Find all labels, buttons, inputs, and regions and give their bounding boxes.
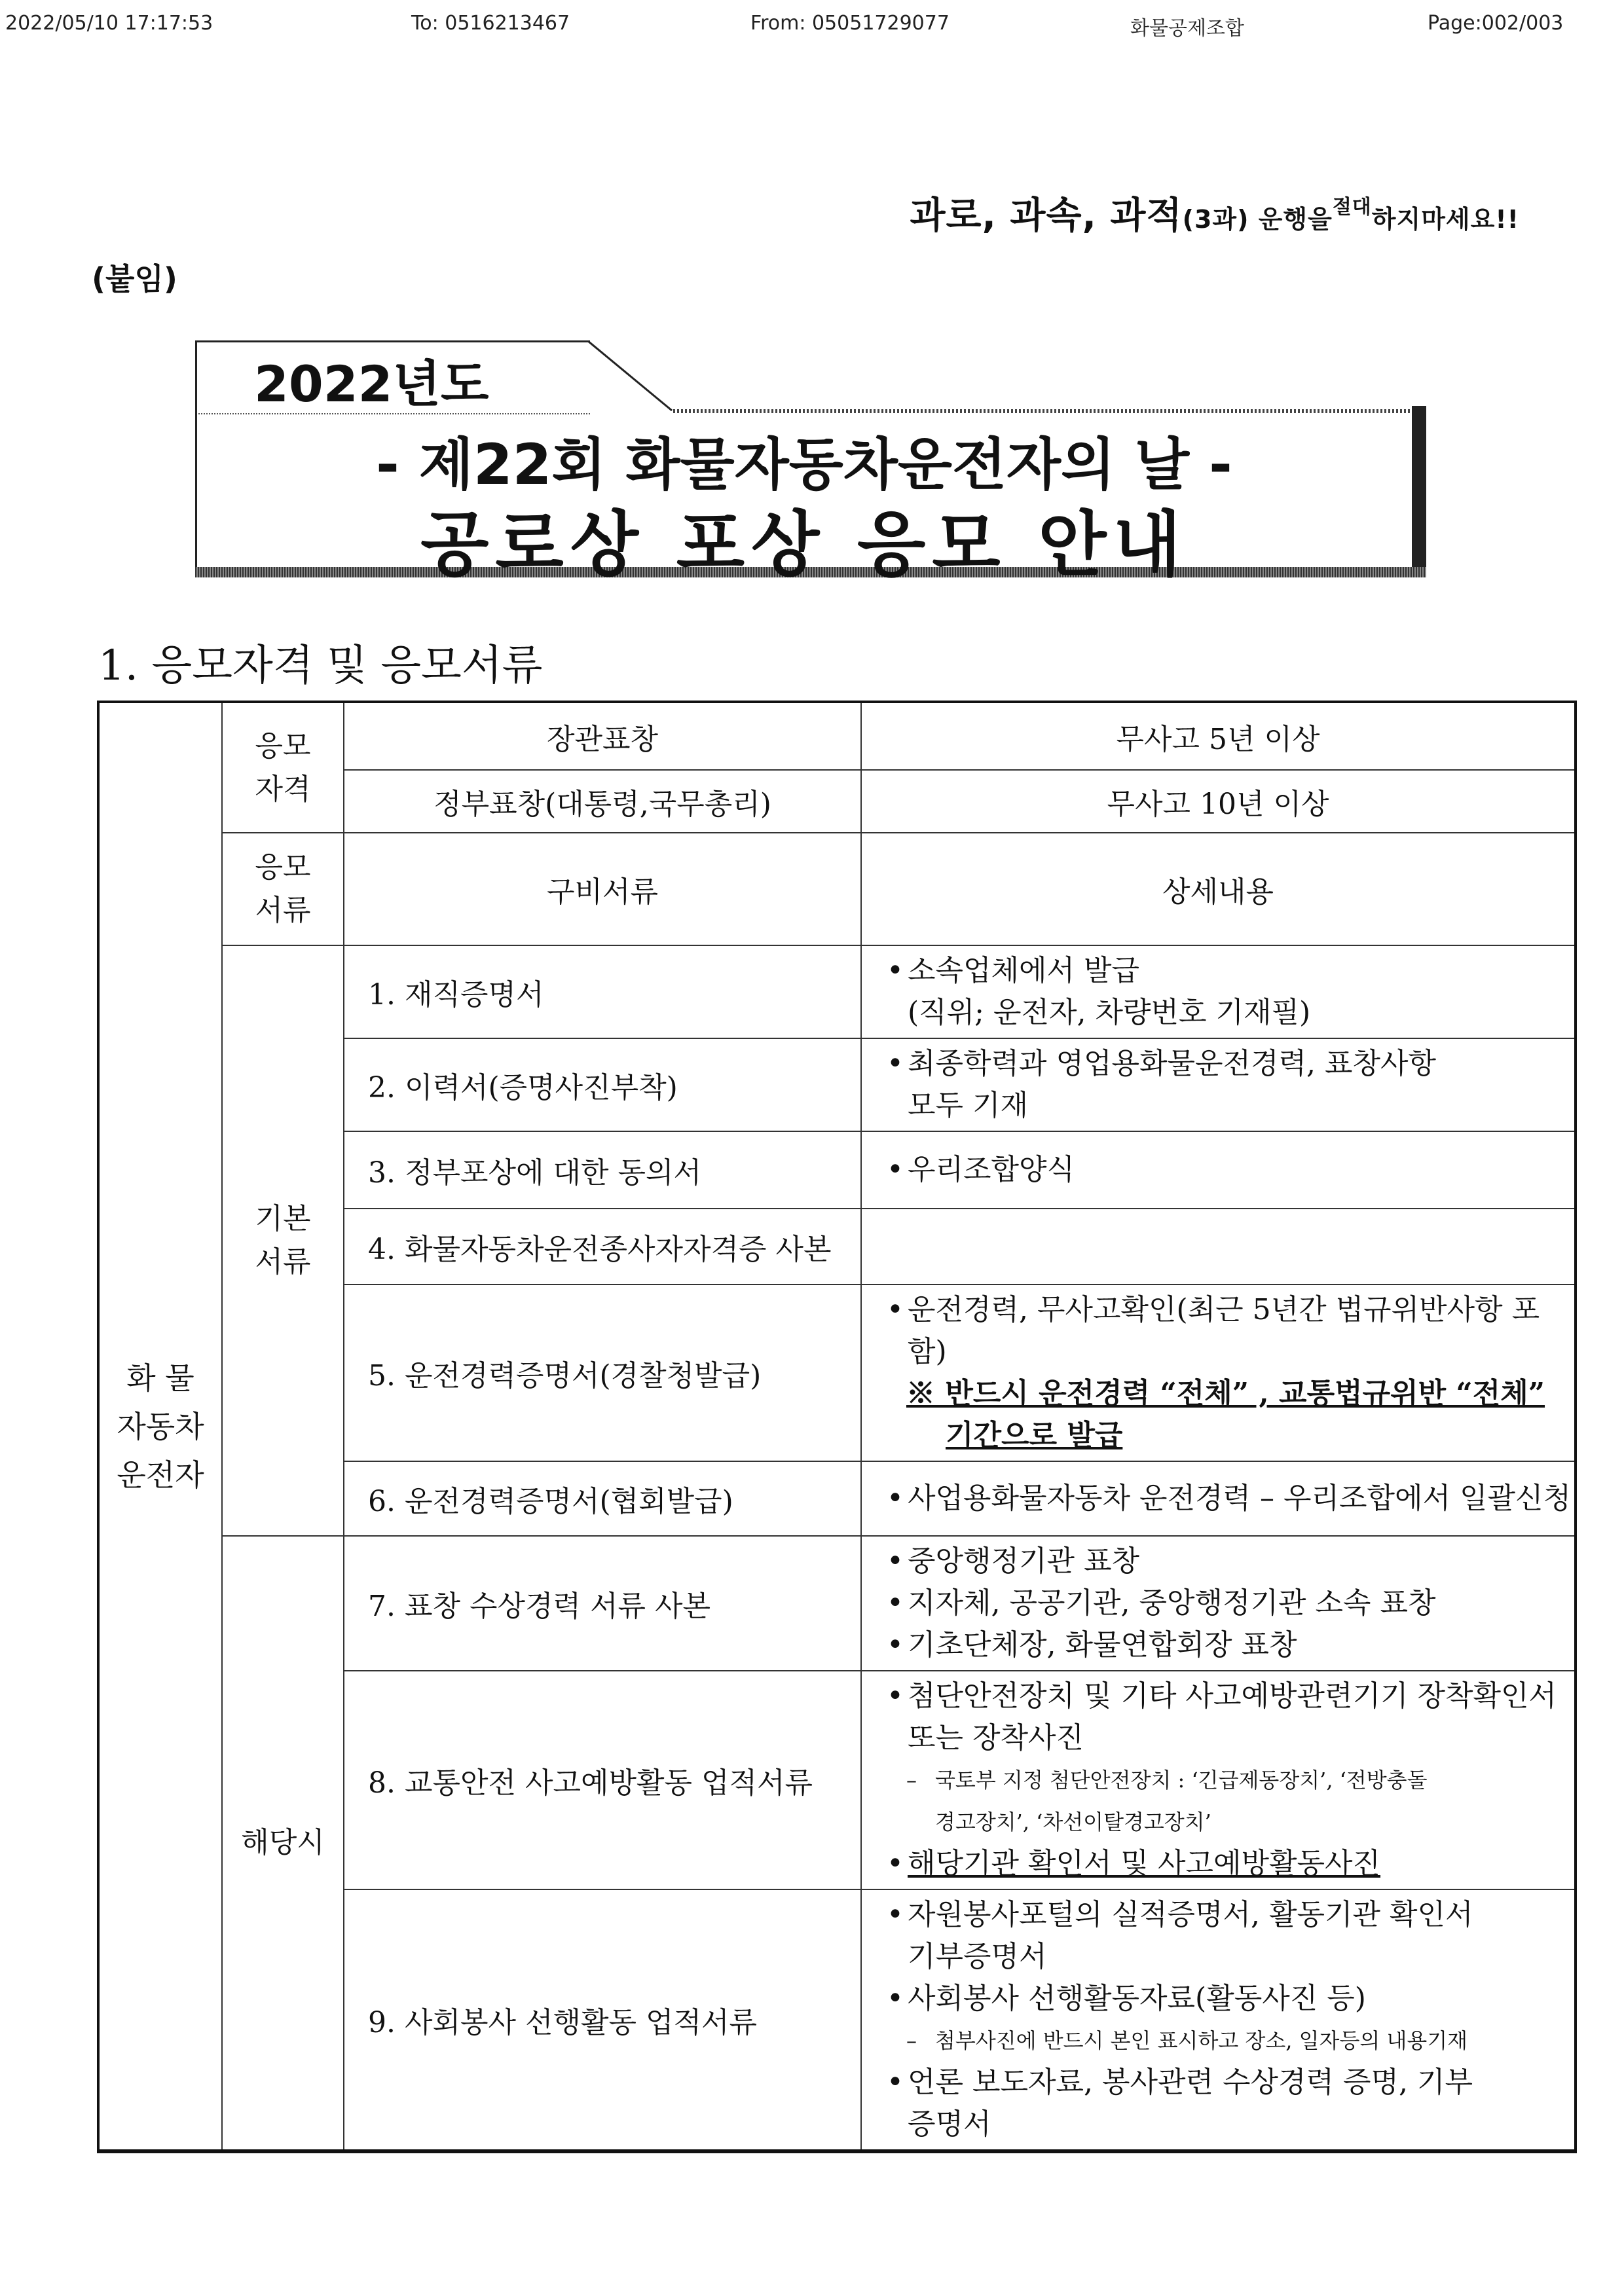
col-header-docs: 구비서류 [344, 833, 861, 945]
qualification-table [97, 701, 1577, 2153]
fax-org: 화물공제조합 [1130, 17, 1244, 40]
conditional-docs-label: 해당시 [222, 1536, 344, 2151]
award-requirement: 무사고 5년 이상 [861, 702, 1576, 770]
safety-slogan [910, 187, 1519, 239]
fax-page: Page:002/003 [1428, 12, 1564, 35]
doc-details [861, 1536, 1576, 1671]
detail-note: 기간으로 발급 [946, 1419, 1123, 1452]
detail-item: • 운전경력, 무사고확인(최근 5년간 법규위반사항 포함) [887, 1289, 1574, 1373]
fax-to: To: 0516213467 [411, 12, 570, 35]
attachment-label: (붙임) [92, 261, 177, 297]
award-name: 장관표창 [344, 702, 861, 770]
doc-name: 9. 사회봉사 선행활동 업적서류 [344, 1889, 861, 2151]
doc-name: 8. 교통안전 사고예방활동 업적서류 [344, 1671, 861, 1889]
detail-item: • 자원봉사포털의 실적증명서, 활동기관 확인서 [887, 1894, 1574, 1936]
documents-label: 응모 서류 [222, 833, 344, 945]
doc-name: 6. 운전경력증명서(협회발급) [344, 1461, 861, 1536]
fax-datetime: 2022/05/10 17:17:53 [5, 12, 213, 35]
detail-item: • 중앙행정기관 표창 [887, 1540, 1574, 1582]
qualification-label: 응모 자격 [222, 702, 344, 833]
detail-item: • 사업용화물자동차 운전경력 – 우리조합에서 일괄신청 [887, 1478, 1574, 1520]
title-line-2: 공로상 포상 응모 안내 [420, 504, 1188, 586]
title-box [195, 340, 1426, 586]
slogan-text-2: (3과) [1182, 205, 1249, 234]
doc-details [861, 1131, 1576, 1209]
doc-details [861, 1285, 1576, 1461]
detail-item: • 사회봉사 선행활동자료(활동사진 등) [887, 1978, 1574, 2020]
detail-item: • 최종학력과 영업용화물운전경력, 표창사항 [887, 1043, 1574, 1085]
title-year: 2022년도 [254, 355, 489, 413]
detail-item: 또는 장착사진 [908, 1721, 1084, 1755]
detail-item: 증명서 [908, 2107, 991, 2141]
basic-docs-label: 기본 서류 [222, 945, 344, 1536]
subject-cell: 화 물 자동차 운전자 [98, 702, 222, 2151]
doc-name: 3. 정부포상에 대한 동의서 [344, 1131, 861, 1209]
fax-from: From: 05051729077 [750, 12, 950, 35]
col-header-details: 상세내용 [861, 833, 1576, 945]
doc-name: 5. 운전경력증명서(경찰청발급) [344, 1285, 861, 1461]
slogan-text-5: 하지마세요!! [1371, 205, 1519, 234]
award-name: 정부표창(대통령,국무총리) [344, 770, 861, 833]
slogan-text-3: 운행을 [1249, 205, 1333, 234]
title-shadow-right [1412, 406, 1426, 577]
doc-details [861, 1038, 1576, 1131]
doc-details [861, 1461, 1576, 1536]
tab-slant [588, 340, 673, 411]
doc-details [861, 1209, 1576, 1285]
doc-name: 1. 재직증명서 [344, 945, 861, 1038]
doc-name: 4. 화물자동차운전종사자자격증 사본 [344, 1209, 861, 1285]
detail-subitem: 경고장치’, ‘차선이탈경고장치’ [935, 1810, 1211, 1834]
award-requirement: 무사고 10년 이상 [861, 770, 1576, 833]
detail-item: • 첨단안전장치 및 기타 사고예방관련기기 장착확인서 [887, 1675, 1574, 1717]
detail-item: 모두 기재 [908, 1089, 1029, 1122]
section-heading: 1. 응모자격 및 응모서류 [98, 642, 543, 690]
detail-subitem: – 국토부 지정 첨단안전장치 : ‘긴급제동장치’, ‘전방충돌 [887, 1759, 1574, 1801]
detail-item: • 지자체, 공공기관, 중앙행정기관 소속 표창 [887, 1582, 1574, 1624]
doc-details [861, 1889, 1576, 2151]
detail-item: • 우리조합양식 [887, 1149, 1574, 1191]
doc-name: 7. 표창 수상경력 서류 사본 [344, 1536, 861, 1671]
slogan-text-4: 절대 [1332, 196, 1372, 219]
detail-item: • 해당기관 확인서 및 사고예방활동사진 [887, 1843, 1574, 1885]
detail-subitem: – 첨부사진에 반드시 본인 표시하고 장소, 일자등의 내용기재 [887, 2020, 1574, 2062]
detail-note: ※ 반드시 운전경력 “전체” , 교통법규위반 “전체” [906, 1377, 1545, 1410]
detail-item: • 기초단체장, 화물연합회장 표창 [887, 1624, 1574, 1666]
detail-item: • 소속업체에서 발급 [887, 950, 1574, 992]
doc-details [861, 945, 1576, 1038]
doc-details [861, 1671, 1576, 1889]
detail-item: • 언론 보도자료, 봉사관련 수상경력 증명, 기부 [887, 2062, 1574, 2104]
detail-item: 기부증명서 [908, 1940, 1047, 1973]
detail-item: (직위; 운전자, 차량번호 기재필) [908, 996, 1311, 1029]
title-line-1: - 제22회 화물자동차운전자의 날 - [376, 432, 1232, 498]
slogan-text-1: 과로, 과속, 과적 [910, 194, 1183, 237]
doc-name: 2. 이력서(증명사진부착) [344, 1038, 861, 1131]
